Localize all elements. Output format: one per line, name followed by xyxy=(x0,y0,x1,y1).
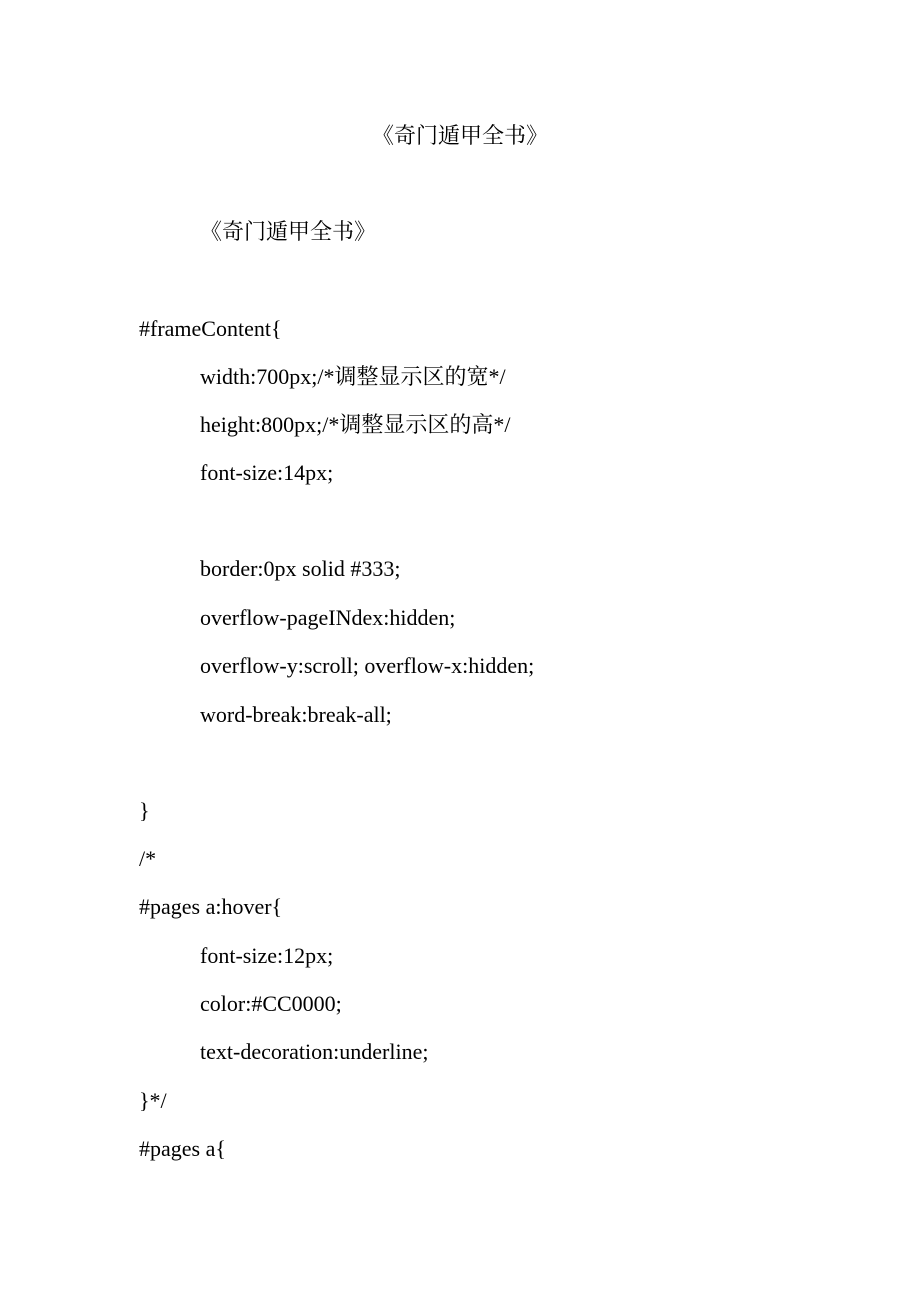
code-line-hover-color: color:#CC0000; xyxy=(200,991,342,1016)
code-line-pages-a-selector: #pages a{ xyxy=(139,1136,226,1161)
document-subtitle: 《奇门遁甲全书》 xyxy=(200,219,377,244)
code-line-hover-font-size: font-size:12px; xyxy=(200,943,334,968)
code-line-frame-overflow-xy: overflow-y:scroll; overflow-x:hidden; xyxy=(200,653,535,678)
code-line-hover-selector: #pages a:hover{ xyxy=(139,894,283,919)
code-line-frame-border: border:0px solid #333; xyxy=(200,556,401,581)
code-line-frame-selector: #frameContent{ xyxy=(139,316,282,341)
code-line-hover-text-decoration: text-decoration:underline; xyxy=(200,1039,429,1064)
code-line-frame-word-break: word-break:break-all; xyxy=(200,702,392,727)
code-line-frame-overflow-pageindex: overflow-pageINdex:hidden; xyxy=(200,605,456,630)
code-line-frame-height: height:800px;/*调整显示区的高*/ xyxy=(200,412,511,437)
code-line-hover-close: }*/ xyxy=(139,1088,167,1113)
code-line-frame-font-size: font-size:14px; xyxy=(200,460,334,485)
code-line-frame-close: } xyxy=(139,798,150,823)
code-line-frame-width: width:700px;/*调整显示区的宽*/ xyxy=(200,364,506,389)
document-title: 《奇门遁甲全书》 xyxy=(371,123,548,148)
code-line-comment-open: /* xyxy=(139,846,157,871)
